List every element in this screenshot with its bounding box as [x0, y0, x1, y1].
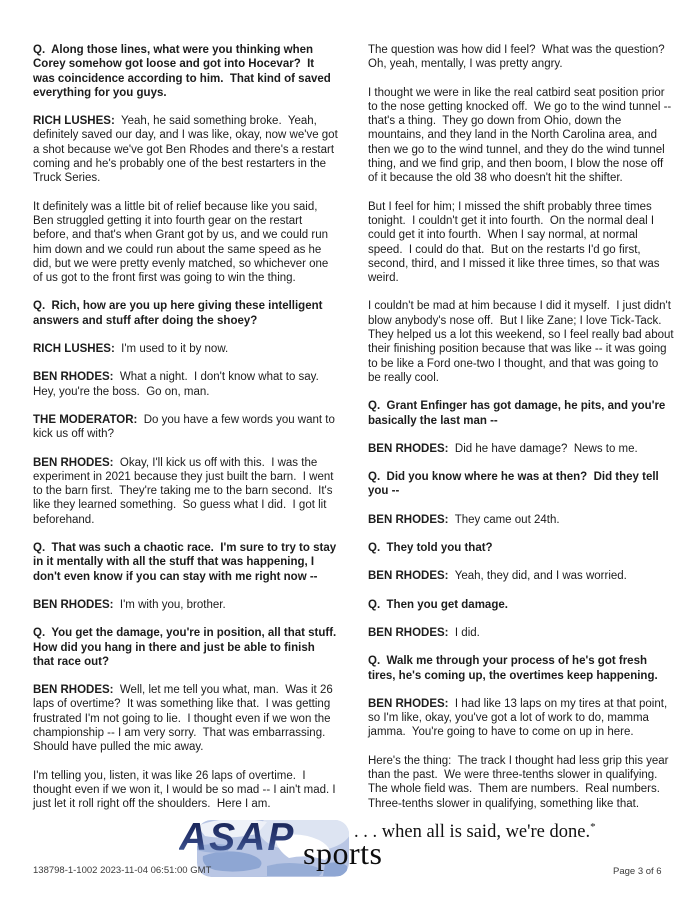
speaker-name: BEN RHODES:	[33, 598, 114, 611]
answer-paragraph: BEN RHODES: Yeah, they did, and I was worried.	[368, 570, 627, 583]
question-paragraph: Q. Did you know where he was at then? Did they tell you --	[368, 471, 662, 498]
body-paragraph: I couldn't be mad at him because I did it myself. I just didn't blow anybody's nose off. But I like Zane; I love Tick-Tack. They helped us a lot this weekend, so I feel really bad about their finishing position because that was like -- it was going to be like a Ford one-two I thought, and that was going to be really cool.	[368, 300, 677, 384]
question-paragraph: Q. They told you that?	[368, 542, 493, 555]
question-paragraph: Q. That was such a chaotic race. I'm sure to try to stay in it mentally with all the stuff that was happening, I don't even know if you can stay with me right now --	[33, 542, 340, 583]
body-paragraph: But I feel for him; I missed the shift probably three times tonight. I couldn't get it into fourth. On the normal deal I could get it into fourth. When I say normal, at normal speed. I could do that. But on the restarts I'd go first, second, third, and I missed it like three times, so that was weird.	[368, 200, 663, 285]
answer-paragraph: RICH LUSHES: Yeah, he said something broke. Yeah, definitely saved our day, and I was like, okay, now we've got a shot because we've got Ben Rhodes and there's a restart coming and he's probably one of the best restarters in the Truck Series.	[33, 115, 341, 185]
body-paragraph: I'm telling you, listen, it was like 26 laps of overtime. I thought even if we won it, I would be so mad -- I ain't mad. I just let it roll right off the shoulders. Here I am.	[33, 769, 339, 811]
body-paragraph: I thought we were in like the real catbird seat position prior to the nose getting knocked off. We go to the wind tunnel -- that's a thing. They go down from Ohio, down the mountains, and they land in the North Carolina area, and then we go to the wind tunnel, and they do the wind tunnel thing, and we find grip, and then boom, I blow the nose off of it because the old 38 who doesn't hit the shifter.	[368, 86, 675, 185]
body-paragraph: The question was how did I feel? What was the question? Oh, yeah, mentally, I was pretty angry.	[368, 44, 668, 71]
speaker-name: THE MODERATOR:	[33, 413, 138, 426]
answer-paragraph: BEN RHODES: I had like 13 laps on my tires at that point, so I'm like, okay, you've got a lot of work to do, mamma jamma. You're going to have to come on up in here.	[368, 697, 671, 739]
asap-logo-text: ASAP	[179, 816, 296, 859]
answer-paragraph: BEN RHODES: Okay, I'll kick us off with this. I was the experiment in 2021 because they just built the barn. I went to the barn first. They're taking me to the barn second. It's like they learned something. So guess what I did. I got lit beforehand.	[33, 456, 337, 526]
speaker-name: BEN RHODES:	[33, 684, 114, 697]
answer-paragraph: RICH LUSHES: I'm used to it by now.	[33, 343, 229, 356]
answer-paragraph: THE MODERATOR: Do you have a few words you want to kick us off with?	[33, 413, 339, 441]
right-column	[368, 43, 677, 825]
speaker-name: RICH LUSHES:	[33, 115, 115, 128]
speaker-name: BEN RHODES:	[33, 371, 114, 384]
left-column	[33, 43, 343, 825]
question-paragraph: Q. Walk me through your process of he's got fresh tires, he's coming up, the overtimes keep happening.	[368, 655, 658, 682]
answer-paragraph: BEN RHODES: They came out 24th.	[368, 513, 560, 526]
tagline-text: . . . when all is said, we're done.	[354, 822, 591, 843]
page-number: Page 3 of 6	[613, 866, 662, 877]
question-paragraph: Q. Then you get damage.	[368, 598, 508, 611]
speaker-name: BEN RHODES:	[368, 697, 449, 710]
question-paragraph: Q. Rich, how are you up here giving these intelligent answers and stuff after doing the shoey?	[33, 300, 326, 327]
logo-tagline	[354, 821, 596, 843]
speaker-name: BEN RHODES:	[368, 570, 449, 583]
speaker-name: RICH LUSHES:	[33, 343, 115, 356]
question-paragraph: Q. You get the damage, you're in position, all that stuff. How did you hang in there and just be able to finish that race out?	[33, 627, 343, 668]
speaker-name: BEN RHODES:	[368, 513, 449, 526]
body-paragraph: It definitely was a little bit of relief because like you said, Ben struggled getting it into fourth gear on the restart before, and that's when Grant got by us, and we could run him down and we could run about the same speed as he did, but we were pretty evenly matched, so whichever one of us got to the front first was going to win the thing.	[33, 200, 332, 285]
body-paragraph: Here's the thing: The track I thought had less grip this year than the past. We were three-tenths slower in qualifying. The whole field was. Them are numbers. Real numbers. Three-tenths slower in qualifying, something like that.	[368, 754, 672, 810]
answer-paragraph: BEN RHODES: Well, let me tell you what, man. Was it 26 laps of overtime? It was something like that. I was getting frustrated I'm not going to lie. I thought even if we won the championship -- I am very sorry. That was embarrassing. Should have pulled the mic away.	[33, 684, 336, 754]
question-paragraph: Q. Along those lines, what were you thinking when Corey somehow got loose and got into Hocevar? It was coincidence according to him. That kind of saved everything for you guys.	[33, 44, 334, 99]
answer-paragraph: BEN RHODES: I'm with you, brother.	[33, 598, 226, 611]
answer-paragraph: BEN RHODES: Did he have damage? News to me.	[368, 442, 638, 455]
document-code: 138798-1-1002 2023-11-04 06:51:00 GMT	[33, 865, 212, 876]
sports-logo-text: sports	[303, 835, 383, 871]
question-paragraph: Q. Grant Enfinger has got damage, he pits, and you're basically the last man --	[368, 400, 669, 427]
speaker-name: BEN RHODES:	[368, 442, 449, 455]
speaker-name: BEN RHODES:	[368, 626, 449, 639]
speaker-name: BEN RHODES:	[33, 456, 114, 469]
tagline-asterisk: *	[590, 821, 596, 833]
answer-paragraph: BEN RHODES: What a night. I don't know what to say. Hey, you're the boss. Go on, man.	[33, 371, 322, 398]
answer-paragraph: BEN RHODES: I did.	[368, 626, 480, 639]
